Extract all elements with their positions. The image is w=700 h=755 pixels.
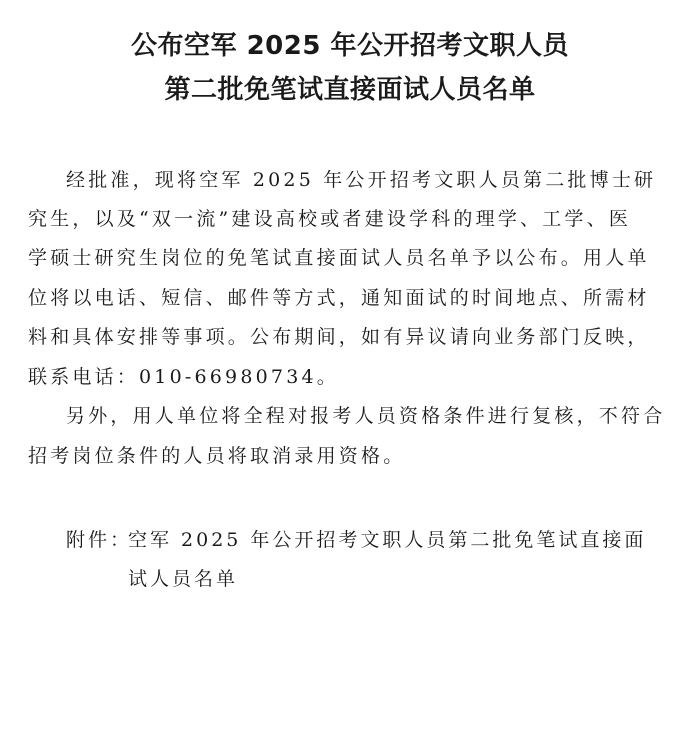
attachment-link-line-1[interactable]: 空军 2025 年公开招考文职人员第二批免笔试直接面 — [128, 529, 647, 551]
paragraph-2-line-1: 另外，用人单位将全程对报考人员资格条件进行复核，不符合 — [66, 405, 666, 427]
paragraph-1-line-3: 学硕士研究生岗位的免笔试直接面试人员名单予以公布。用人单 — [28, 247, 650, 269]
paragraph-1-line-1: 经批准，现将空军 2025 年公开招考文职人员第二批博士研 — [66, 169, 657, 191]
paragraph-1-line-2: 究生，以及“双一流”建设高校或者建设学科的理学、工学、医 — [28, 208, 632, 230]
document-title-line-1: 公布空军 2025 年公开招考文职人员 — [131, 31, 569, 61]
document-title-line-2: 第二批免笔试直接面试人员名单 — [164, 75, 536, 105]
attachment-label: 附件： — [66, 529, 133, 551]
paragraph-2-line-2: 招考岗位条件的人员将取消录用资格。 — [28, 445, 406, 467]
paragraph-1-line-4: 位将以电话、短信、邮件等方式，通知面试的时间地点、所需材 — [28, 287, 650, 309]
paragraph-1-line-6: 联系电话：010-66980734。 — [28, 366, 339, 388]
attachment-link-line-2[interactable]: 试人员名单 — [128, 568, 239, 590]
paragraph-1-line-5: 料和具体安排等事项。公布期间，如有异议请向业务部门反映， — [28, 326, 650, 348]
